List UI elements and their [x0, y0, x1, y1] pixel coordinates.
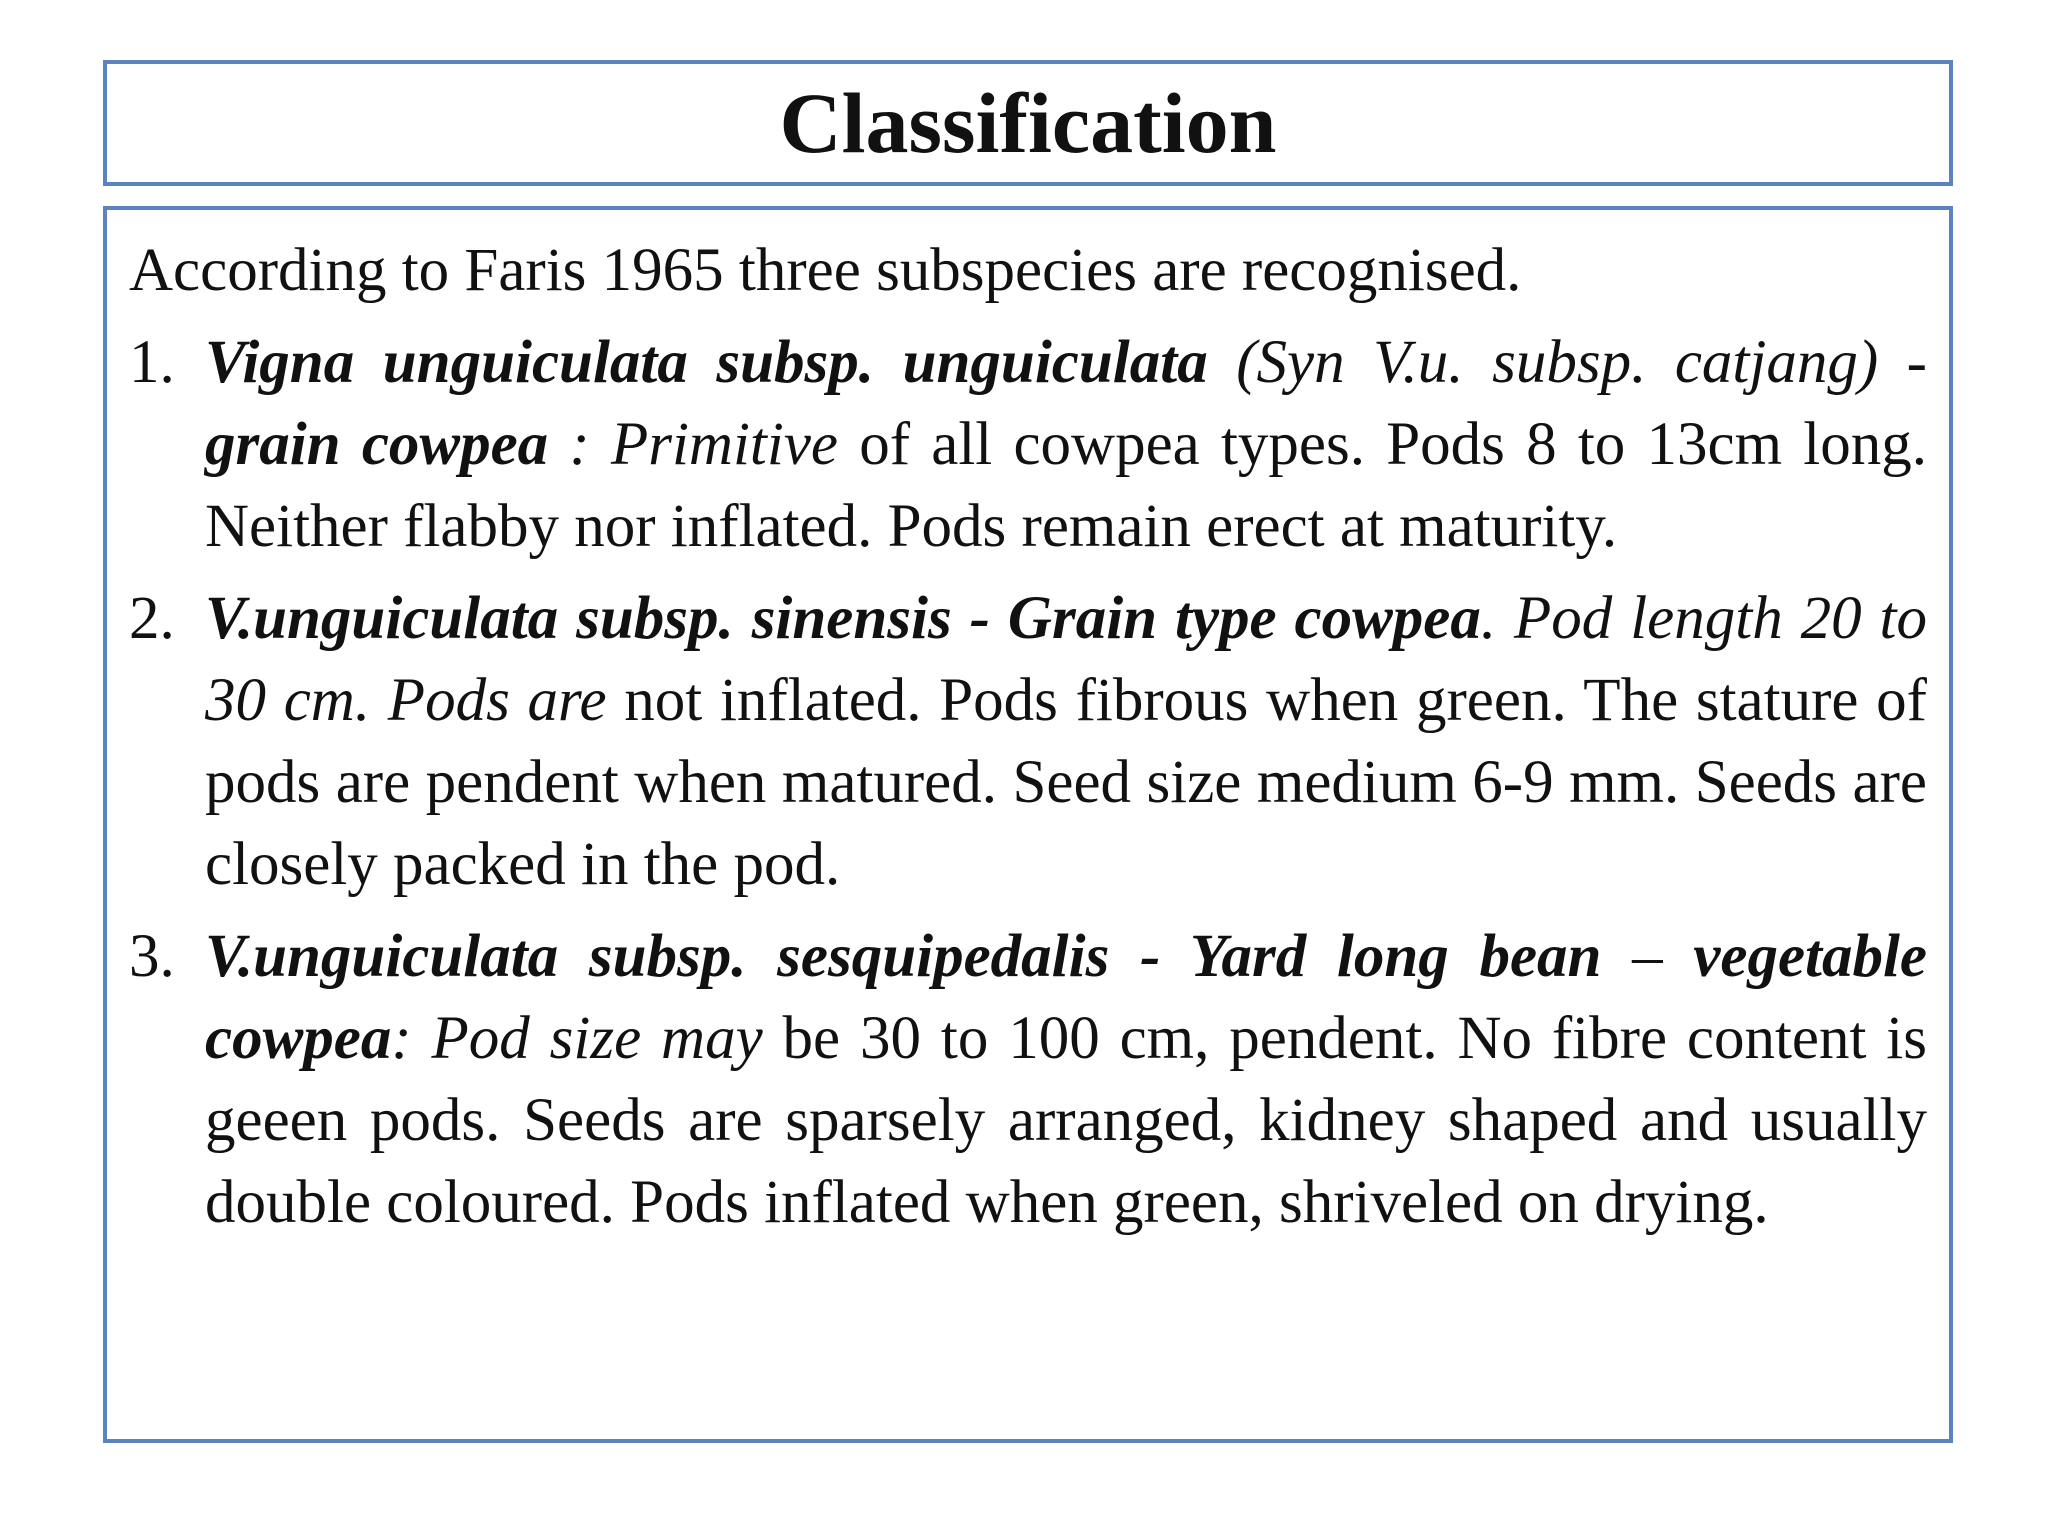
italic-lead: Primitive	[610, 411, 838, 478]
subspecies-list	[129, 322, 1927, 1244]
content-box	[103, 206, 1953, 1443]
description-text: be 30 to 100 cm, pendent. No fibre content is geeen pods. Seeds are sparsely arranged, kidney shaped and usually double coloured. Pods inflated when green, shriveled on drying.	[205, 1005, 1927, 1236]
synonym-text: (Syn V.u. subsp. catjang) -	[1207, 329, 1927, 396]
intro-text: According to Faris 1965 three subspecies are recognised.	[129, 237, 1522, 304]
description-text: not inflated. Pods fibrous when green. The stature of pods are pendent when matured. Seed size medium 6-9 mm. Seeds are closely packed in the pod.	[205, 667, 1927, 898]
dash-text: –	[1601, 923, 1694, 990]
species-name: V.unguiculata subsp. sinensis - Grain type cowpea	[205, 585, 1481, 652]
species-name: Vigna unguiculata subsp. unguiculata	[205, 329, 1208, 396]
title-box	[103, 60, 1953, 186]
list-item	[129, 578, 1927, 906]
italic-lead: . Pod length 20 to 30 cm. Pods are	[205, 585, 1927, 734]
list-number: 2.	[129, 585, 175, 652]
list-item	[129, 322, 1927, 568]
species-name: V.unguiculata subsp. sesquipedalis - Yard long bean	[205, 923, 1602, 990]
italic-lead: : Pod size may	[391, 1005, 763, 1072]
description-text: of all cowpea types. Pods 8 to 13cm long. Neither flabby nor inflated. Pods remain erect at maturity.	[205, 411, 1927, 560]
common-name: grain cowpea	[205, 411, 549, 478]
list-number: 1.	[129, 329, 175, 396]
slide-title: Classification	[779, 75, 1277, 171]
list-number: 3.	[129, 923, 175, 990]
common-name: vegetable cowpea	[205, 923, 1928, 1072]
list-item	[129, 916, 1927, 1244]
separator-text: :	[548, 411, 611, 478]
